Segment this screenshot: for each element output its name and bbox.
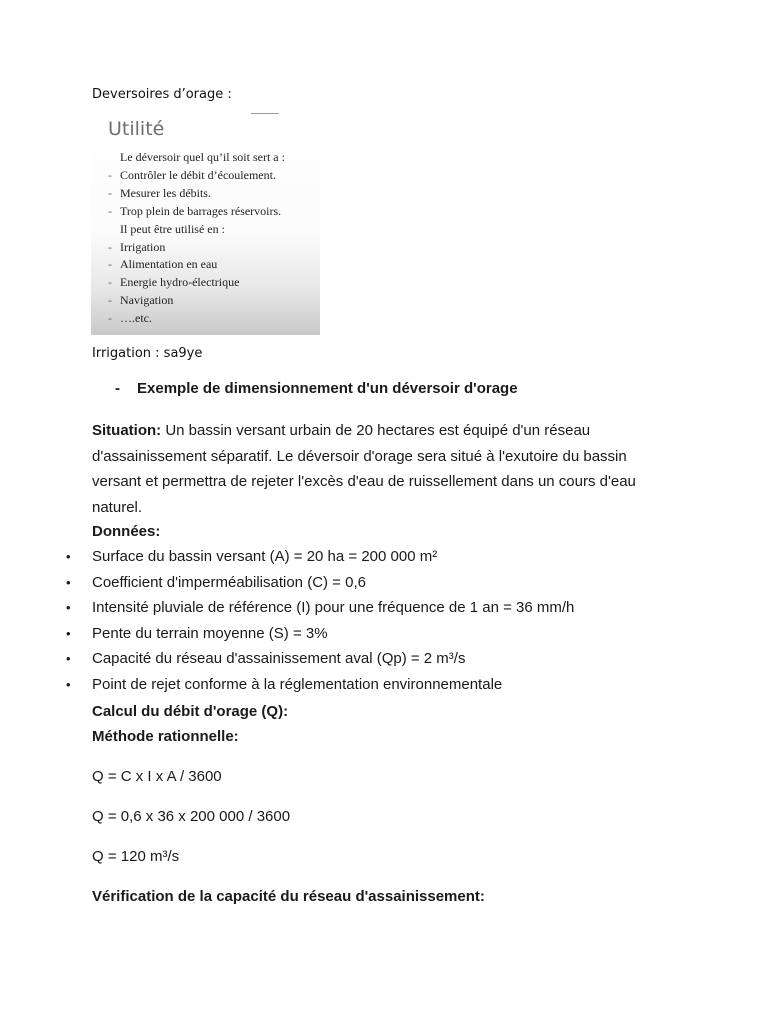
slide-line: - Contrôler le débit d’écoulement. [108,167,276,182]
slide-line: Le déversoir quel qu’il soit sert a : [120,150,285,164]
irrigation-note: Irrigation : sa9ye [92,346,203,361]
utilite-slide-image [91,112,320,335]
example-title: Exemple de dimensionnement d'un déversoir d'orage [137,380,518,397]
slide-line: - Trop plein de barrages réservoirs. [108,203,282,218]
example-dash: - [115,380,120,397]
bullet-icon: • [66,600,71,616]
slide-line: - Alimentation en eau [108,257,218,272]
donnees-list [66,547,574,701]
slide-top-rule [251,113,279,114]
formula-line: Q = C x I x A / 3600 [92,768,222,785]
bullet-icon: • [66,574,71,590]
situation-text: Un bassin versant urbain de 20 hectares est équipé d'un réseau d'assainissement séparatif. Le déversoir d'orage sera situé à l'exutoire du bassin versant et permettra de rejeter l'excès d'eau de ruissellement dans un cours d'eau naturel. [92,422,636,516]
list-item: • Capacité du réseau d'assainissement aval (Qp) = 2 m³/s [66,650,466,668]
slide-line: - ….etc. [108,311,152,326]
slide-line: - Irrigation [108,239,166,254]
list-item: • Coefficient d'imperméabilisation (C) = 0,6 [66,573,366,591]
slide-text-list [108,149,316,328]
list-item: • Pente du terrain moyenne (S) = 3% [66,624,328,642]
example-heading [115,380,518,397]
situation-label: Situation: [92,422,162,439]
situation-paragraph [92,418,672,520]
formula-line: Q = 120 m³/s [92,848,180,865]
slide-line: - Mesurer les débits. [108,185,211,200]
calcul-heading: Calcul du débit d'orage (Q): [92,703,289,720]
bullet-icon: • [66,549,71,564]
donnees-heading: Données: [92,523,161,540]
slide-title: Utilité [108,118,165,140]
slide-line: - Energie hydro-électrique [108,275,240,290]
list-item: • Point de rejet conforme à la réglementation environnementale [66,675,503,693]
verification-heading: Vérification de la capacité du réseau d'assainissement: [92,888,485,905]
bullet-icon: • [66,651,71,667]
section-heading: Deversoires d’orage : [92,87,232,102]
slide-line: Il peut être utilisé en : [120,221,225,236]
list-item: • Surface du bassin versant (A) = 20 ha = 200 000 m² [66,548,438,565]
method-heading: Méthode rationnelle: [92,728,239,745]
bullet-icon: • [66,676,71,692]
slide-line: - Navigation [108,293,174,308]
bullet-icon: • [66,625,71,641]
list-item: • Intensité pluviale de référence (I) pour une fréquence de 1 an = 36 mm/h [66,599,575,617]
formula-line: Q = 0,6 x 36 x 200 000 / 3600 [92,808,291,825]
